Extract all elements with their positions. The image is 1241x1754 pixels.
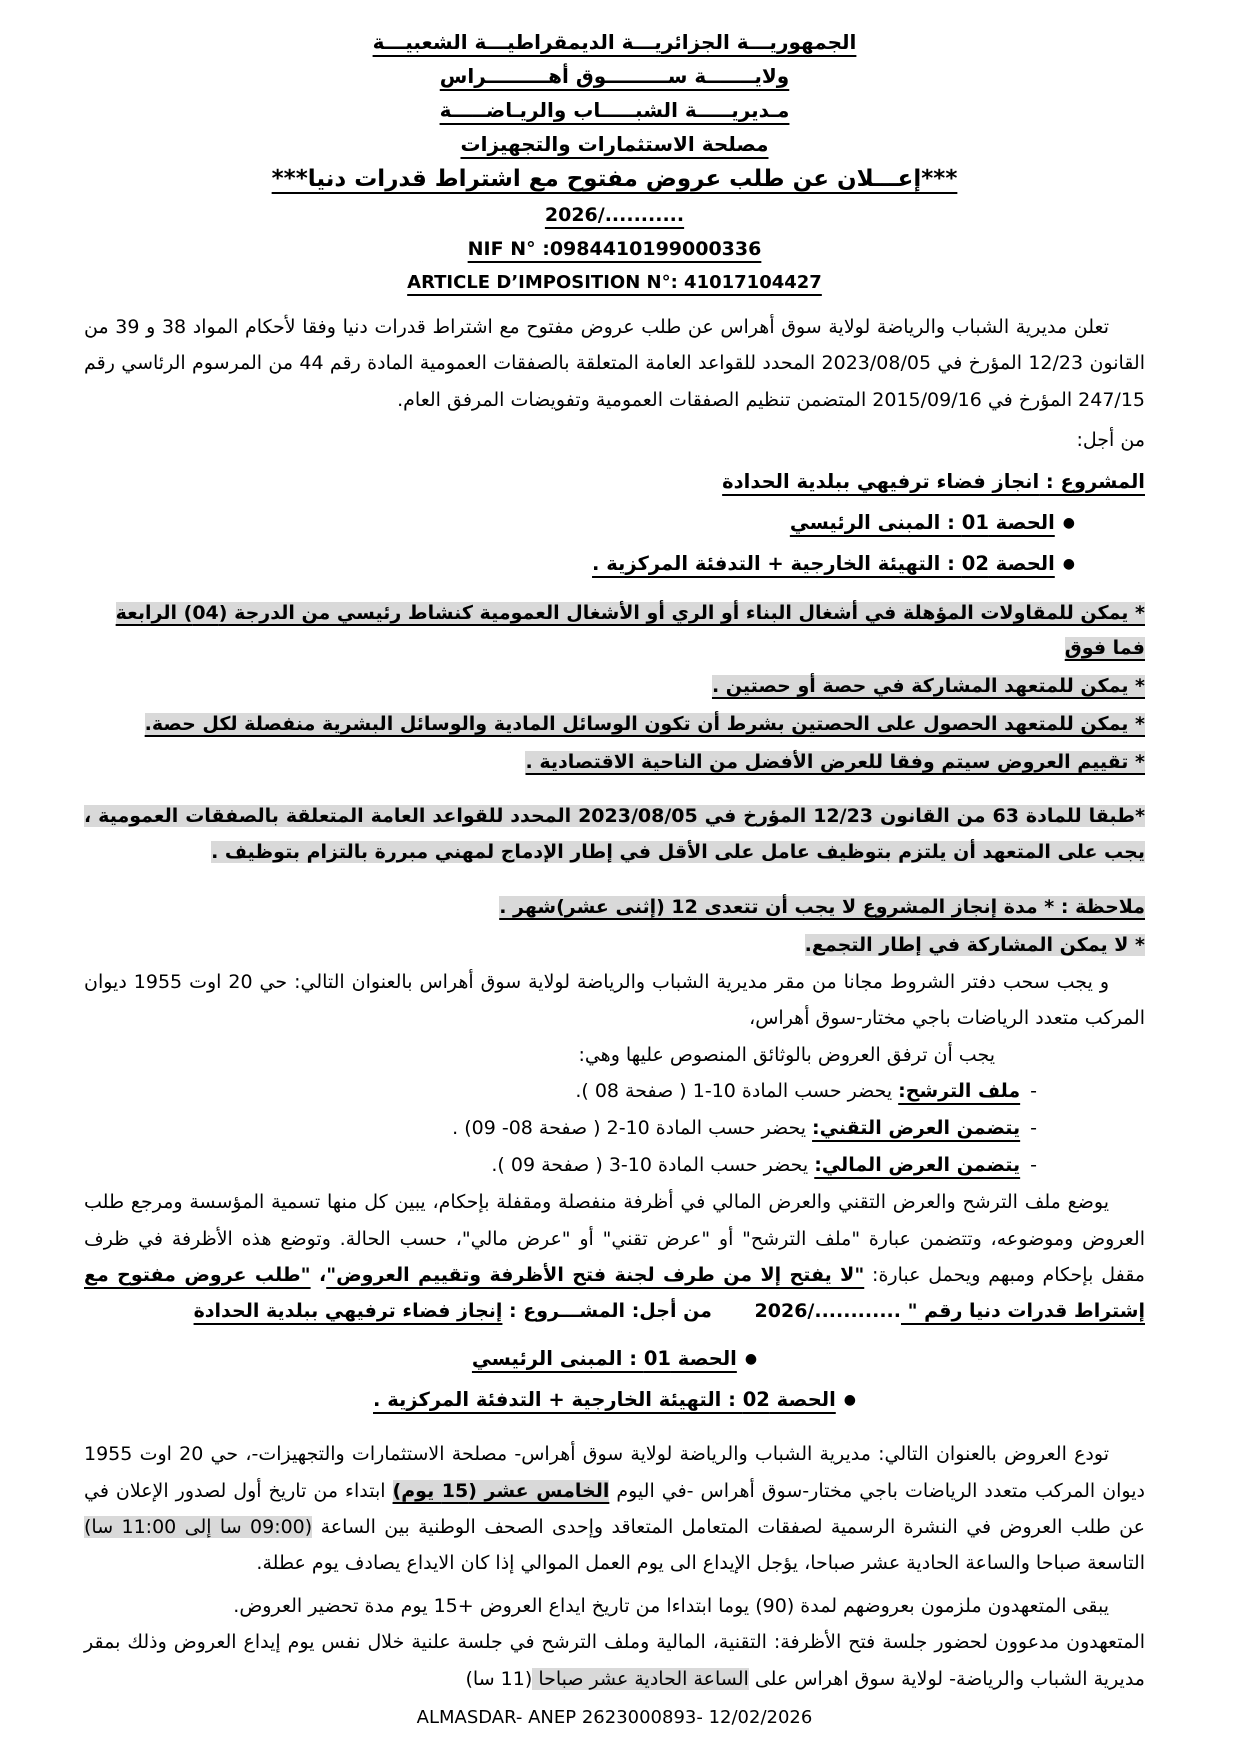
- do-not-open-phrase: "لا يفتح إلا من طرف لجنة فتح الأظرفة وتقييم العروض": [326, 1264, 865, 1286]
- bullet-icon: ●: [843, 1392, 856, 1408]
- lot-1-text: الحصة 01 : المبنى الرئيسي: [789, 510, 1055, 534]
- for-project-label: من أجل: المشـــروع :: [502, 1300, 719, 1323]
- doc-text: يحضر حسب المادة 10-2 ( صفحة 08- 09) .: [452, 1116, 813, 1139]
- lot-1-line-repeat: [84, 1341, 1145, 1377]
- doc-item-candidacy: [84, 1073, 1145, 1110]
- documents-intro-line: يجب أن ترفق العروض بالوثائق المنصوص عليها وهي:: [578, 1043, 995, 1066]
- wilaya-line: ولايـــــــة ســـــــــوق أهـــــــــراس: [439, 64, 790, 88]
- for-purpose-line: من أجل:: [1076, 429, 1145, 452]
- validity-paragraph: يبقى المتعهدون ملزمون بعروضهم لمدة (90) يوما ابتداءا من تاريخ ايداع العروض +15 يوم مدة تحضير العروض.: [233, 1594, 1109, 1617]
- doc-text: يحضر حسب المادة 10-1 ( صفحة 08 ).: [575, 1079, 899, 1102]
- footer-reference-line: ALMASDAR- ANEP 2623000893- 12/02/2026: [416, 1707, 813, 1728]
- announcement-title: ***إعـــلان عن طلب عروض مفتوح مع اشتراط قدرات دنيا***: [271, 166, 958, 192]
- republic-line: الجمهوريـــة الجزائريـــة الديمقراطيـــة الشعبيـــة: [372, 30, 857, 54]
- dash-icon: -: [1030, 1154, 1037, 1177]
- lot-1-text: الحصة 01 : المبنى الرئيسي: [471, 1346, 737, 1370]
- condition-both-lots: * يمكن للمتعهد الحصول على الحصتين بشرط أن تكون الوسائل المادية والوسائل البشرية منفصلة لكل حصة.: [144, 712, 1145, 735]
- bullet-icon: ●: [1062, 555, 1075, 572]
- opening-time-highlight: الساعة الحادية عشر صباحا: [532, 1667, 749, 1690]
- deposit-paragraph: تودع العروض بالعنوان التالي: مديرية الشباب والرياضة لولاية سوق أهراس- مصلحة الاستثمارات والتجهيزات-، حي 20 اوت 1955 ديوان المركب متعدد الرياضات باجي مختار-سوق أهراس -في اليوم الخامس عشر (15 يوم) ابتداء من تاريخ أول لصدور الإعلان في عن طلب العروض في النشرة الرسمية لصفقات المتعامل المتعاقد وإحدى الصحف الوطنية بين الساعة (09:00 سا إلى 11:00 سا) التاسعة صباحا والساعة الحادية عشر صباحا، يؤجل الإيداع الى يوم العمل الموالي إذا كان الايداع يصادف يوم عطلة.: [84, 1443, 1145, 1575]
- lot-1-line: [84, 505, 1145, 541]
- project-line: [84, 463, 1145, 500]
- lot-2-line-repeat: [84, 1382, 1145, 1418]
- condition-evaluation: * تقييم العروض سيتم وفقا للعرض الأفضل من الناحية الاقتصادية .: [525, 750, 1145, 773]
- spacer: [84, 1418, 1145, 1436]
- project-value-repeat: إنجاز فضاء ترفيهي ببلدية الحدادة: [193, 1300, 503, 1323]
- fifteenth-day-highlight: الخامس عشر (15 يوم): [392, 1479, 610, 1502]
- doc-label: يتضمن العرض المالي:: [814, 1154, 1021, 1177]
- tender-number: 2026/............: [754, 1300, 901, 1323]
- doc-item-financial: [84, 1147, 1145, 1184]
- project-value: انجاز فضاء ترفيهي ببلدية الحدادة: [722, 469, 1040, 493]
- lot-2-text: الحصة 02 : التهيئة الخارجية + التدفئة المركزية .: [373, 1388, 836, 1411]
- spacer: [84, 870, 1145, 888]
- note-no-grouping-line: * لا يمكن المشاركة في إطار التجمع.: [804, 934, 1145, 957]
- tender-title-phrase: "طلب عروض مفتوح مع إشتراط قدرات دنيا رقم ": [84, 1264, 1145, 1323]
- opening-session-paragraph: [84, 1624, 1145, 1697]
- nif-number: NIF N° :0984410199000336: [467, 238, 762, 260]
- lot-2-line: [84, 546, 1145, 582]
- doc-text: يحضر حسب المادة 10-3 ( صفحة 09 ).: [491, 1154, 815, 1177]
- directorate-line: مـديريـــــة الشبـــــاب والريـاضـــــة: [439, 98, 790, 122]
- dash-icon: -: [1030, 1079, 1037, 1102]
- spacer: [84, 780, 1145, 798]
- document-header: [84, 30, 1145, 309]
- note-duration-line: ملاحظة : * مدة إنجاز المشروع لا يجب أن تتعدى 12 (إثنى عشر)شهر .: [499, 896, 1145, 919]
- envelope-text: يوضع ملف الترشح والعرض التقني والعرض المالي في أظرفة منفصلة ومقفلة بإحكام، يبين كل منها تسمية المؤسسة ومرجع طلب العروض وموضوعه، وتتضمن عبارة "ملف الترشح" أو "عرض تقني" أو "عرض مالي"، حسب الحالة. وتوضع هذه الأظرفة في ظرف مقفل بإحكام ومبهم ويحمل عبارة:: [84, 1191, 1145, 1286]
- spacer: [84, 582, 1145, 594]
- project-label: المشروع :: [1039, 469, 1145, 493]
- spacer: [84, 1330, 1145, 1336]
- year-reference: 2026/...........: [544, 204, 685, 226]
- bullet-icon: ●: [1062, 514, 1075, 531]
- doc-label: يتضمن العرض التقني:: [812, 1116, 1021, 1139]
- opening-time-parenthetical: (11 سا): [465, 1667, 533, 1690]
- deposit-text: تودع العروض بالعنوان التالي: مديرية الشباب والرياضة لولاية سوق أهراس- مصلحة الاستثمارات والتجهيزات-، حي 20 اوت 1955 ديوان المركب متعدد الرياضات باجي مختار-سوق أهراس -في اليوم: [84, 1443, 1145, 1502]
- doc-label: ملف الترشح:: [898, 1079, 1021, 1102]
- intro-paragraph: تعلن مديرية الشباب والرياضة لولاية سوق أهراس عن طلب عروض مفتوح مع اشتراط قدرات دنيا وفقا لأحكام المواد 38 و 39 من القانون 12/23 المؤرخ في 2023/08/05 المحدد للقواعد العامة المتعلقة بالصفقات العمومية المادة رقم 44 من المرسوم الرئاسي رقم 247/15 المؤرخ في 2015/09/16 المتضمن تنظيم الصفقات العمومية وتفويضات المرفق العام.: [84, 316, 1145, 411]
- dash-icon: -: [1030, 1116, 1037, 1139]
- condition-participation: * يمكن للمتعهد المشاركة في حصة أو حصتين .: [711, 675, 1145, 698]
- service-line: مصلحة الاستثمارات والتجهيزات: [460, 132, 769, 156]
- opening-text: المتعهدون مدعوون لحضور جلسة فتح الأظرفة: التقنية، المالية وملف الترشح في جلسة علنية خلال نفس يوم إيداع العروض وذلك بمقر مديرية الشباب والرياضة- لولاية سوق اهراس على: [84, 1631, 1145, 1690]
- article-imposition-number: ARTICLE D’IMPOSITION N°: 41017104427: [407, 272, 822, 293]
- lot-2-text: الحصة 02 : التهيئة الخارجية + التدفئة المركزية .: [592, 551, 1055, 575]
- withdraw-specs-paragraph: و يجب سحب دفتر الشروط مجانا من مقر مديرية الشباب والرياضة لولاية سوق أهراس بالعنوان التالي: حي 20 اوت 1955 ديوان المركب متعدد الرياضات باجي مختار-سوق أهراس،: [84, 970, 1145, 1030]
- condition-qualification: * يمكن للمقاولات المؤهلة في أشغال البناء أو الري أو الأشغال العمومية كنشاط رئيسي من الدرجة (04) الرابعة فما فوق: [115, 601, 1145, 660]
- envelopes-paragraph: يوضع ملف الترشح والعرض التقني والعرض المالي في أظرفة منفصلة ومقفلة بإحكام، يبين كل منها تسمية المؤسسة ومرجع طلب العروض وموضوعه، وتتضمن عبارة "ملف الترشح" أو "عرض تقني" أو "عرض مالي"، حسب الحالة. وتوضع هذه الأظرفة في ظرف مقفل بإحكام ومبهم ويحمل عبارة: "لا يفتح إلا من طرف لجنة فتح الأظرفة وتقييم العروض"، "طلب عروض مفتوح مع إشتراط قدرات دنيا رقم " 2026/............ من أجل: المشـــروع : إنجاز فضاء ترفيهي ببلدية الحدادة: [84, 1184, 1145, 1330]
- bullet-icon: ●: [744, 1350, 758, 1367]
- article-63-paragraph: *طبقا للمادة 63 من القانون 12/23 المؤرخ في 2023/08/05 المحدد للقواعد العامة المتعلقة بالصفقات العمومية ، يجب على المتعهد أن يلتزم بتوظيف عامل على الأقل في إطار الإدماج لمهني مبررة بالتزام بتوظيف .: [84, 805, 1146, 864]
- deposit-hours-highlight: (09:00 سا إلى 11:00 سا): [84, 1516, 313, 1538]
- doc-item-technical: [84, 1110, 1145, 1147]
